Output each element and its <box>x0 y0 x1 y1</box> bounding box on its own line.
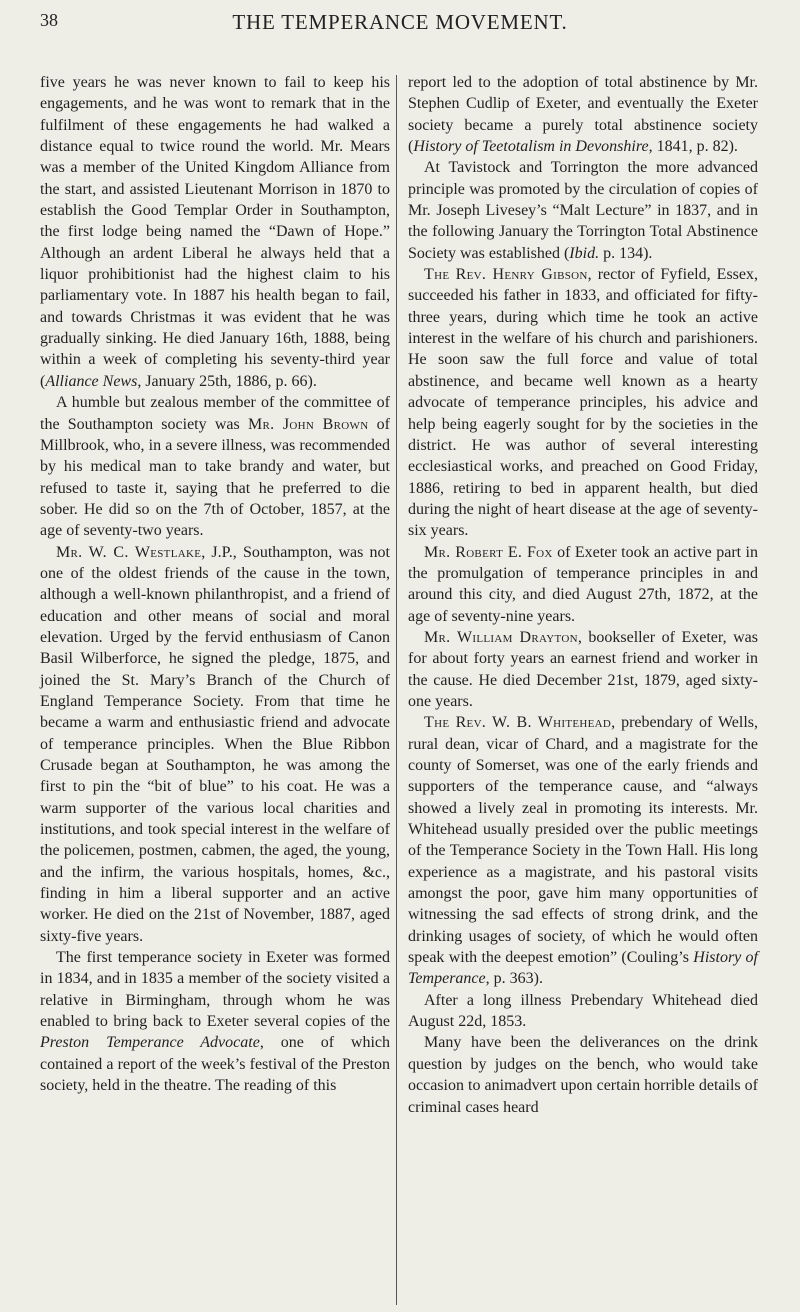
citation-history-temperance: History of Temperance <box>408 949 759 988</box>
citation-history-teetotalism: History of Teetotalism in Devonshire <box>413 138 649 156</box>
name-henry-gibson: The Rev. Henry Gibson <box>424 266 588 284</box>
name-robert-fox: Mr. Robert E. Fox <box>424 543 553 561</box>
citation-alliance-news: Alliance News <box>45 372 138 390</box>
paragraph-gibson: The Rev. Henry Gibson, rector of Fyfield, Essex, succeeded his father in 1833, and officiated for fifty-three years, during which time he took an active interest in the welfare of his church and parishioners. He soon saw the full force and value of total abstinence, and became well known as a hearty advocate of temperance principles, his advice and help being eagerly sought for by the societies in the district. He was author of several interesting ecclesiastical works, and preached on Good Friday, 1886, retiring to bed in apparent health, but died during the night of heart disease at the age of seventy-six years. <box>408 266 758 540</box>
left-column <box>40 72 390 1097</box>
name-westlake: Mr. W. C. Westlake <box>56 543 202 561</box>
name-john-brown: Mr. John Brown <box>247 415 369 433</box>
paragraph-westlake: Mr. W. C. Westlake, J.P., Southampton, was not one of the oldest friends of the cause in the town, although a well-known philanthropist, and a friend of education and other means of social and moral elevation. Urged by the fervid enthusiasm of Canon Basil Wilberforce, he signed the pledge, 1875, and joined the St. Mary’s Branch of the Church of England Temperance Society. From that time he became a warm and enthusiastic friend and advocate of temperance principles. When the Blue Ribbon Crusade began at Southampton, he was among the first to pin the “bit of blue” to his coat. He was a warm supporter of the various local charities and institutions, and took special interest in the welfare of the policemen, postmen, cabmen, the aged, the young, and the infirm, the various hospitals, homes, &c., finding in him a liberal supporter and an active worker. He died on the 21st of November, 1887, aged sixty-five years. <box>40 543 390 945</box>
paragraph-whitehead-death: After a long illness Prebendary Whitehead died August 22d, 1853. <box>408 991 758 1031</box>
paragraph-drayton: Mr. William Drayton, bookseller of Exeter, was for about forty years an earnest friend and worker in the cause. He died December 21st, 1879, aged sixty-one years. <box>408 628 758 710</box>
page-header <box>0 10 800 50</box>
paragraph-fox: Mr. Robert E. Fox of Exeter took an active part in the promulgation of temperance principles in and around this city, and died August 27th, 1872, at the age of seventy-nine years. <box>408 543 759 625</box>
paragraph-exeter-society: The first temperance society in Exeter was formed in 1834, and in 1835 a member of the society visited a relative in Birmingham, through whom he was enabled to bring back to Exeter several copies of the Preston Temperance Advocate, one of which contained a report of the week’s festival of the Preston society, held in the theatre. The reading of this <box>40 949 391 1095</box>
right-column <box>408 72 758 1118</box>
paragraph-cudlip: report led to the adoption of total abstinence by Mr. Stephen Cudlip of Exeter, and eventually the Exeter society became a purely total abstinence society (History of Teetotalism in Devonshire, 1841, p. 82). <box>408 74 758 156</box>
citation-ibid: Ibid. <box>569 244 600 262</box>
page-number: 38 <box>40 10 58 30</box>
column-divider <box>396 75 397 1305</box>
name-whitehead: The Rev. W. B. Whitehead <box>424 714 612 732</box>
paragraph-whitehead: The Rev. W. B. Whitehead, prebendary of Wells, rural dean, vicar of Chard, and a magistrate for the county of Somerset, was one of the early friends and supporters of the temperance cause, and “always showed a lively zeal in promoting its interests. Mr. Whitehead usually presided over the public meetings of the Temperance Society in the Town Hall. His long experience as a magistrate, and his pastoral visits amongst the poor, gave him many opportunities of witnessing the sad effects of strong drink, and the drinking usages of society, of which he would often speak with the deepest emotion” (Couling’s History of Temperance, p. 363). <box>408 714 759 988</box>
name-william-drayton: Mr. William Drayton <box>424 628 578 646</box>
running-title: THE TEMPERANCE MOVEMENT. <box>232 10 568 34</box>
paragraph-mears: five years he was never known to fail to keep his engagements, and he was wont to remark that in the fulfilment of these engagements he had walked a distance equal to twice round the world. Mr. Mears was a member of the United Kingdom Alliance from the start, and assisted Lieutenant Morrison in 1870 to establish the Good Templar Order in Southampton, the first lodge being named the “Dawn of Hope.” Although an ardent Liberal he always held that a liquor prohibitionist had the highest claim to his parliamentary vote. In 1887 his health began to fail, and towards Christmas it was evident that he was gradually sinking. He died January 16th, 1888, being within a week of completing his seventy-third year (Alliance News, January 25th, 1886, p. 66). <box>40 74 390 390</box>
paragraph-deliverances: Many have been the deliverances on the drink question by judges on the bench, who would take occasion to animadvert upon certain horrible details of criminal cases heard <box>408 1034 758 1116</box>
citation-preston-advocate: Preston Temperance Advocate <box>40 1034 260 1052</box>
paragraph-john-brown: A humble but zealous member of the committee of the Southampton society was Mr. John Brown of Millbrook, who, in a severe illness, was recommended by his medical man to take brandy and water, but refused to taste it, saying that he preferred to die sober. He did so on the 7th of October, 1857, at the age of seventy-two years. <box>40 394 391 540</box>
paragraph-tavistock: At Tavistock and Torrington the more advanced principle was promoted by the circulation of copies of Mr. Joseph Livesey’s “Malt Lecture” in 1837, and in the following January the Torrington Total Abstinence Society was established (Ibid. p. 134). <box>408 159 758 262</box>
